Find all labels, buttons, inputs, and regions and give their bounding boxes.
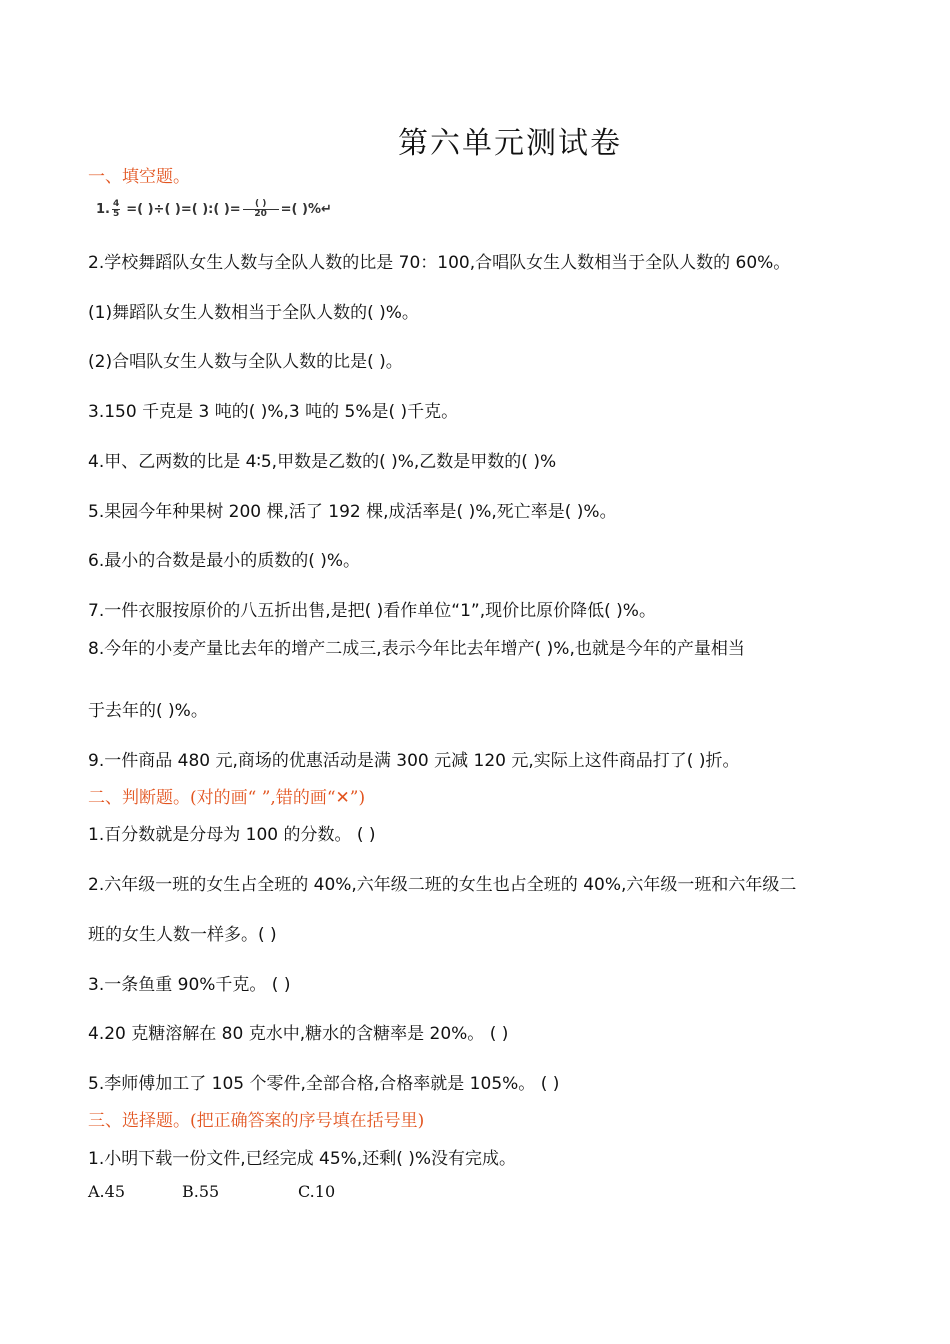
question-8-line-1: 8.今年的小麦产量比去年的增产二成三,表示今年比去年增产( )%,也就是今年的产量相当 xyxy=(88,639,745,659)
question-1-fraction-row xyxy=(96,194,332,224)
question-4: 4.甲、乙两数的比是 4∶5,甲数是乙数的( )%,乙数是甲数的( )% xyxy=(88,452,557,472)
q1-fraction-numerator: 4 xyxy=(112,198,120,209)
choice-1-options xyxy=(88,1182,335,1201)
q1-fraction-blank-denominator: 20 xyxy=(254,208,267,219)
q1-prefix: 1. xyxy=(96,201,110,217)
q1-fraction-blank-numerator: ( ) xyxy=(243,200,279,210)
q1-fraction xyxy=(112,200,120,219)
question-7: 7.一件衣服按原价的八五折出售,是把( )看作单位“1”,现价比原价降低( )%。 xyxy=(88,601,656,621)
question-6: 6.最小的合数是最小的质数的( )%。 xyxy=(88,551,361,571)
q1-fraction-denominator: 5 xyxy=(112,208,120,219)
question-2: 2.学校舞蹈队女生人数与全队人数的比是 70：100,合唱队女生人数相当于全队人数的 60%。 xyxy=(88,253,791,273)
judgement-3: 3.一条鱼重 90%千克。 ( ) xyxy=(88,975,291,995)
choice-1: 1.小明下载一份文件,已经完成 45%,还剩( )%没有完成。 xyxy=(88,1149,517,1169)
section-heading-multiple-choice: 三、选择题。(把正确答案的序号填在括号里) xyxy=(88,1111,425,1131)
section-heading-fill-blank: 一、填空题。 xyxy=(88,167,190,187)
choice-option-c: C.10 xyxy=(298,1182,336,1201)
question-9: 9.一件商品 480 元,商场的优惠活动是满 300 元减 120 元,实际上这件商品打了( )折。 xyxy=(88,751,740,771)
question-8-line-2: 于去年的( )%。 xyxy=(88,701,208,721)
q1-equation-part2: =( )%↵ xyxy=(280,201,332,217)
judgement-5: 5.李师傅加工了 105 个零件,全部合格,合格率就是 105%。 ( ) xyxy=(88,1074,560,1094)
judgement-2-line-2: 班的女生人数一样多。( ) xyxy=(88,925,277,945)
judgement-1: 1.百分数就是分母为 100 的分数。 ( ) xyxy=(88,825,376,845)
section-heading-true-false: 二、判断题。(对的画“ ”,错的画“✕”) xyxy=(88,788,366,808)
judgement-4: 4.20 克糖溶解在 80 克水中,糖水的含糖率是 20%。 ( ) xyxy=(88,1024,509,1044)
question-3: 3.150 千克是 3 吨的( )%,3 吨的 5%是( )千克。 xyxy=(88,402,459,422)
choice-option-a: A.45 xyxy=(88,1182,125,1201)
question-2-part-2: (2)合唱队女生人数与全队人数的比是( )。 xyxy=(88,352,403,372)
choice-option-b: B.55 xyxy=(182,1182,220,1201)
question-2-part-1: (1)舞蹈队女生人数相当于全队人数的( )%。 xyxy=(88,303,419,323)
page-title: 第六单元测试卷 xyxy=(398,126,622,161)
q1-fraction-blank xyxy=(243,200,279,219)
judgement-2-line-1: 2.六年级一班的女生占全班的 40%,六年级二班的女生也占全班的 40%,六年级一班和六年级二 xyxy=(88,875,797,895)
q1-equation-part1: =( )÷( )=( ):( )= xyxy=(126,201,241,217)
question-5: 5.果园今年种果树 200 棵,活了 192 棵,成活率是( )%,死亡率是( )%。 xyxy=(88,502,617,522)
